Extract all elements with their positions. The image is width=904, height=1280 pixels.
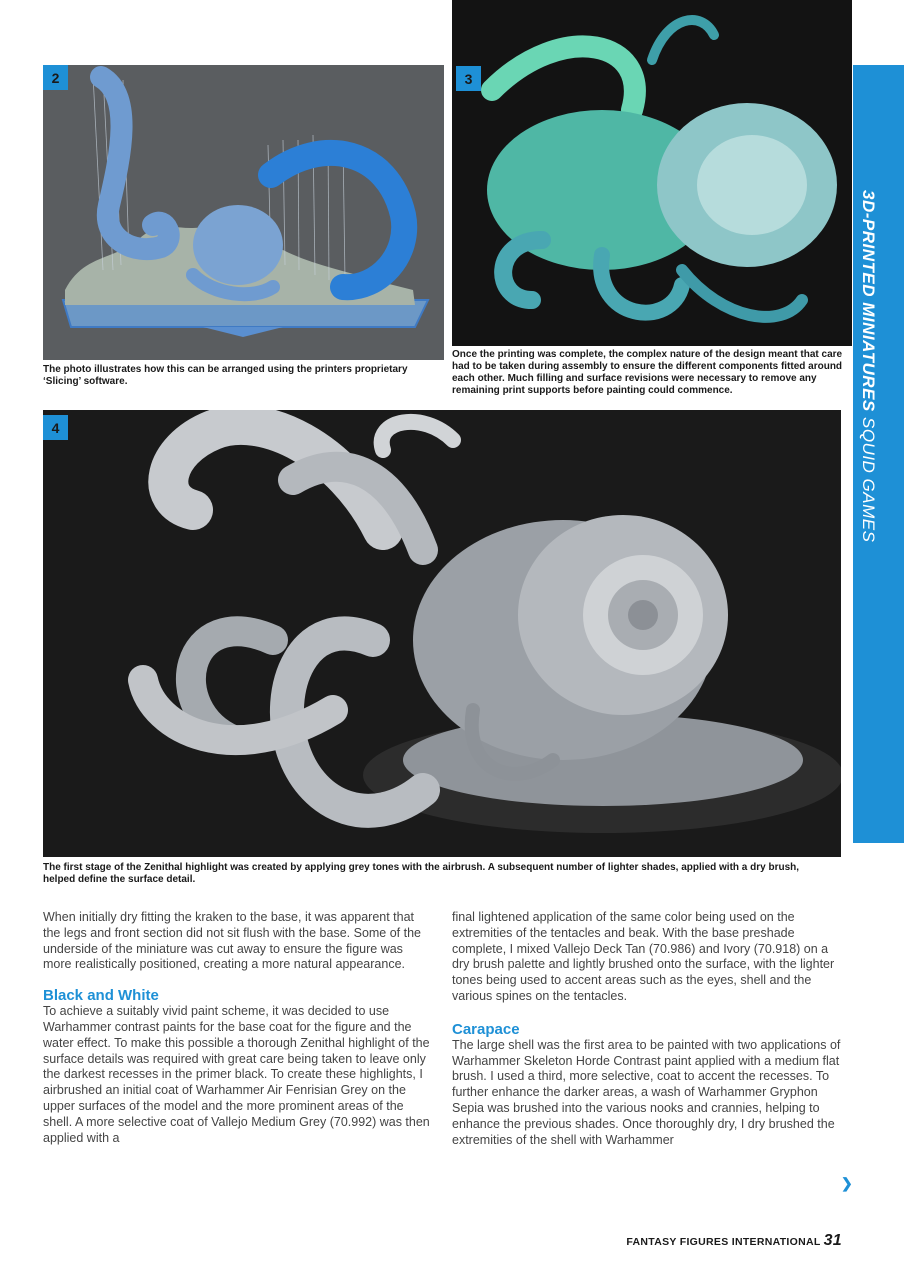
section-heading: Black and White xyxy=(43,987,159,1005)
figure-3-number: 3 xyxy=(456,66,481,91)
figure-3-photo xyxy=(452,0,852,346)
page-footer xyxy=(626,1232,842,1250)
article-column-2 xyxy=(452,910,842,1148)
magazine-title: FANTASY FIGURES INTERNATIONAL xyxy=(626,1236,821,1248)
figure-4-photo xyxy=(43,410,841,857)
figure-4-caption: The first stage of the Zenithal highlight was created by applying grey tones with the airbrush. A subsequent number of lighter shades, applied with a dry brush, helped define the surface detail. xyxy=(43,862,800,885)
article-column-1 xyxy=(43,910,433,1146)
figure-4-number: 4 xyxy=(43,415,68,440)
paragraph: When initially dry fitting the kraken to the base, it was apparent that the legs and front section did not sit flush with the base. Some of the underside of the miniature was cut away to ensure the figure was more realistically positioned, creating a more natural appearance. xyxy=(43,910,422,972)
paragraph: final lightened application of the same color being used on the extremities of the tentacles and beak. With the base preshade complete, I mixed Vallejo Deck Tan (70.986) and Ivory (70.918) on a dry brush palette and lightly brushed onto the surface, with the lighter tones being used to accent areas such as the eyes, shell and the various spines on the tentacles. xyxy=(452,910,835,1003)
page-number: 31 xyxy=(823,1232,842,1249)
chevron-right-icon: ❯ xyxy=(841,1175,853,1191)
figure-2-caption: The photo illustrates how this can be arranged using the printers proprietary ‘Slicing’ software. xyxy=(43,364,408,387)
paragraph: To achieve a suitably vivid paint scheme, it was decided to use Warhammer contrast paints for the base coat for the figure and the water effect. To make this possible a thorough Zenithal highlight of the surface details was required with great care being taken to leave only the darkest recesses in the primer black. To create these highlights, I airbrushed an initial coat of Warhammer Air Fenrisian Grey on the upper surfaces of the model and the more prominent areas of the shell. A more selective coat of Vallejo Medium Grey (70.992) was then applied with a xyxy=(43,1004,430,1145)
figure-2-photo xyxy=(43,65,444,360)
section-heading: Carapace xyxy=(452,1020,520,1038)
figure-3-caption: Once the printing was complete, the complex nature of the design meant that care had to be taken during assembly to ensure the different components fitted around each other. Much filling and surface revisions were necessary to remove any remaining print supports before painting could commence. xyxy=(452,349,843,396)
figure-2-number: 2 xyxy=(43,65,68,90)
section-tab-label: 3D-PRINTED MINIATURES SQUID GAMES xyxy=(859,190,878,543)
paragraph: The large shell was the first area to be painted with two applications of Warhammer Skeleton Horde Contrast paint applied with a medium flat brush. I used a third, more selective, coat to accent the recesses. To further enhance the darker areas, a wash of Warhammer Gryphon Sepia was brushed into the various nooks and crannies, helping to enhance the previous shades. Once thoroughly dry, I dry brushed the extremities of the shell with Warhammer xyxy=(452,1037,841,1147)
